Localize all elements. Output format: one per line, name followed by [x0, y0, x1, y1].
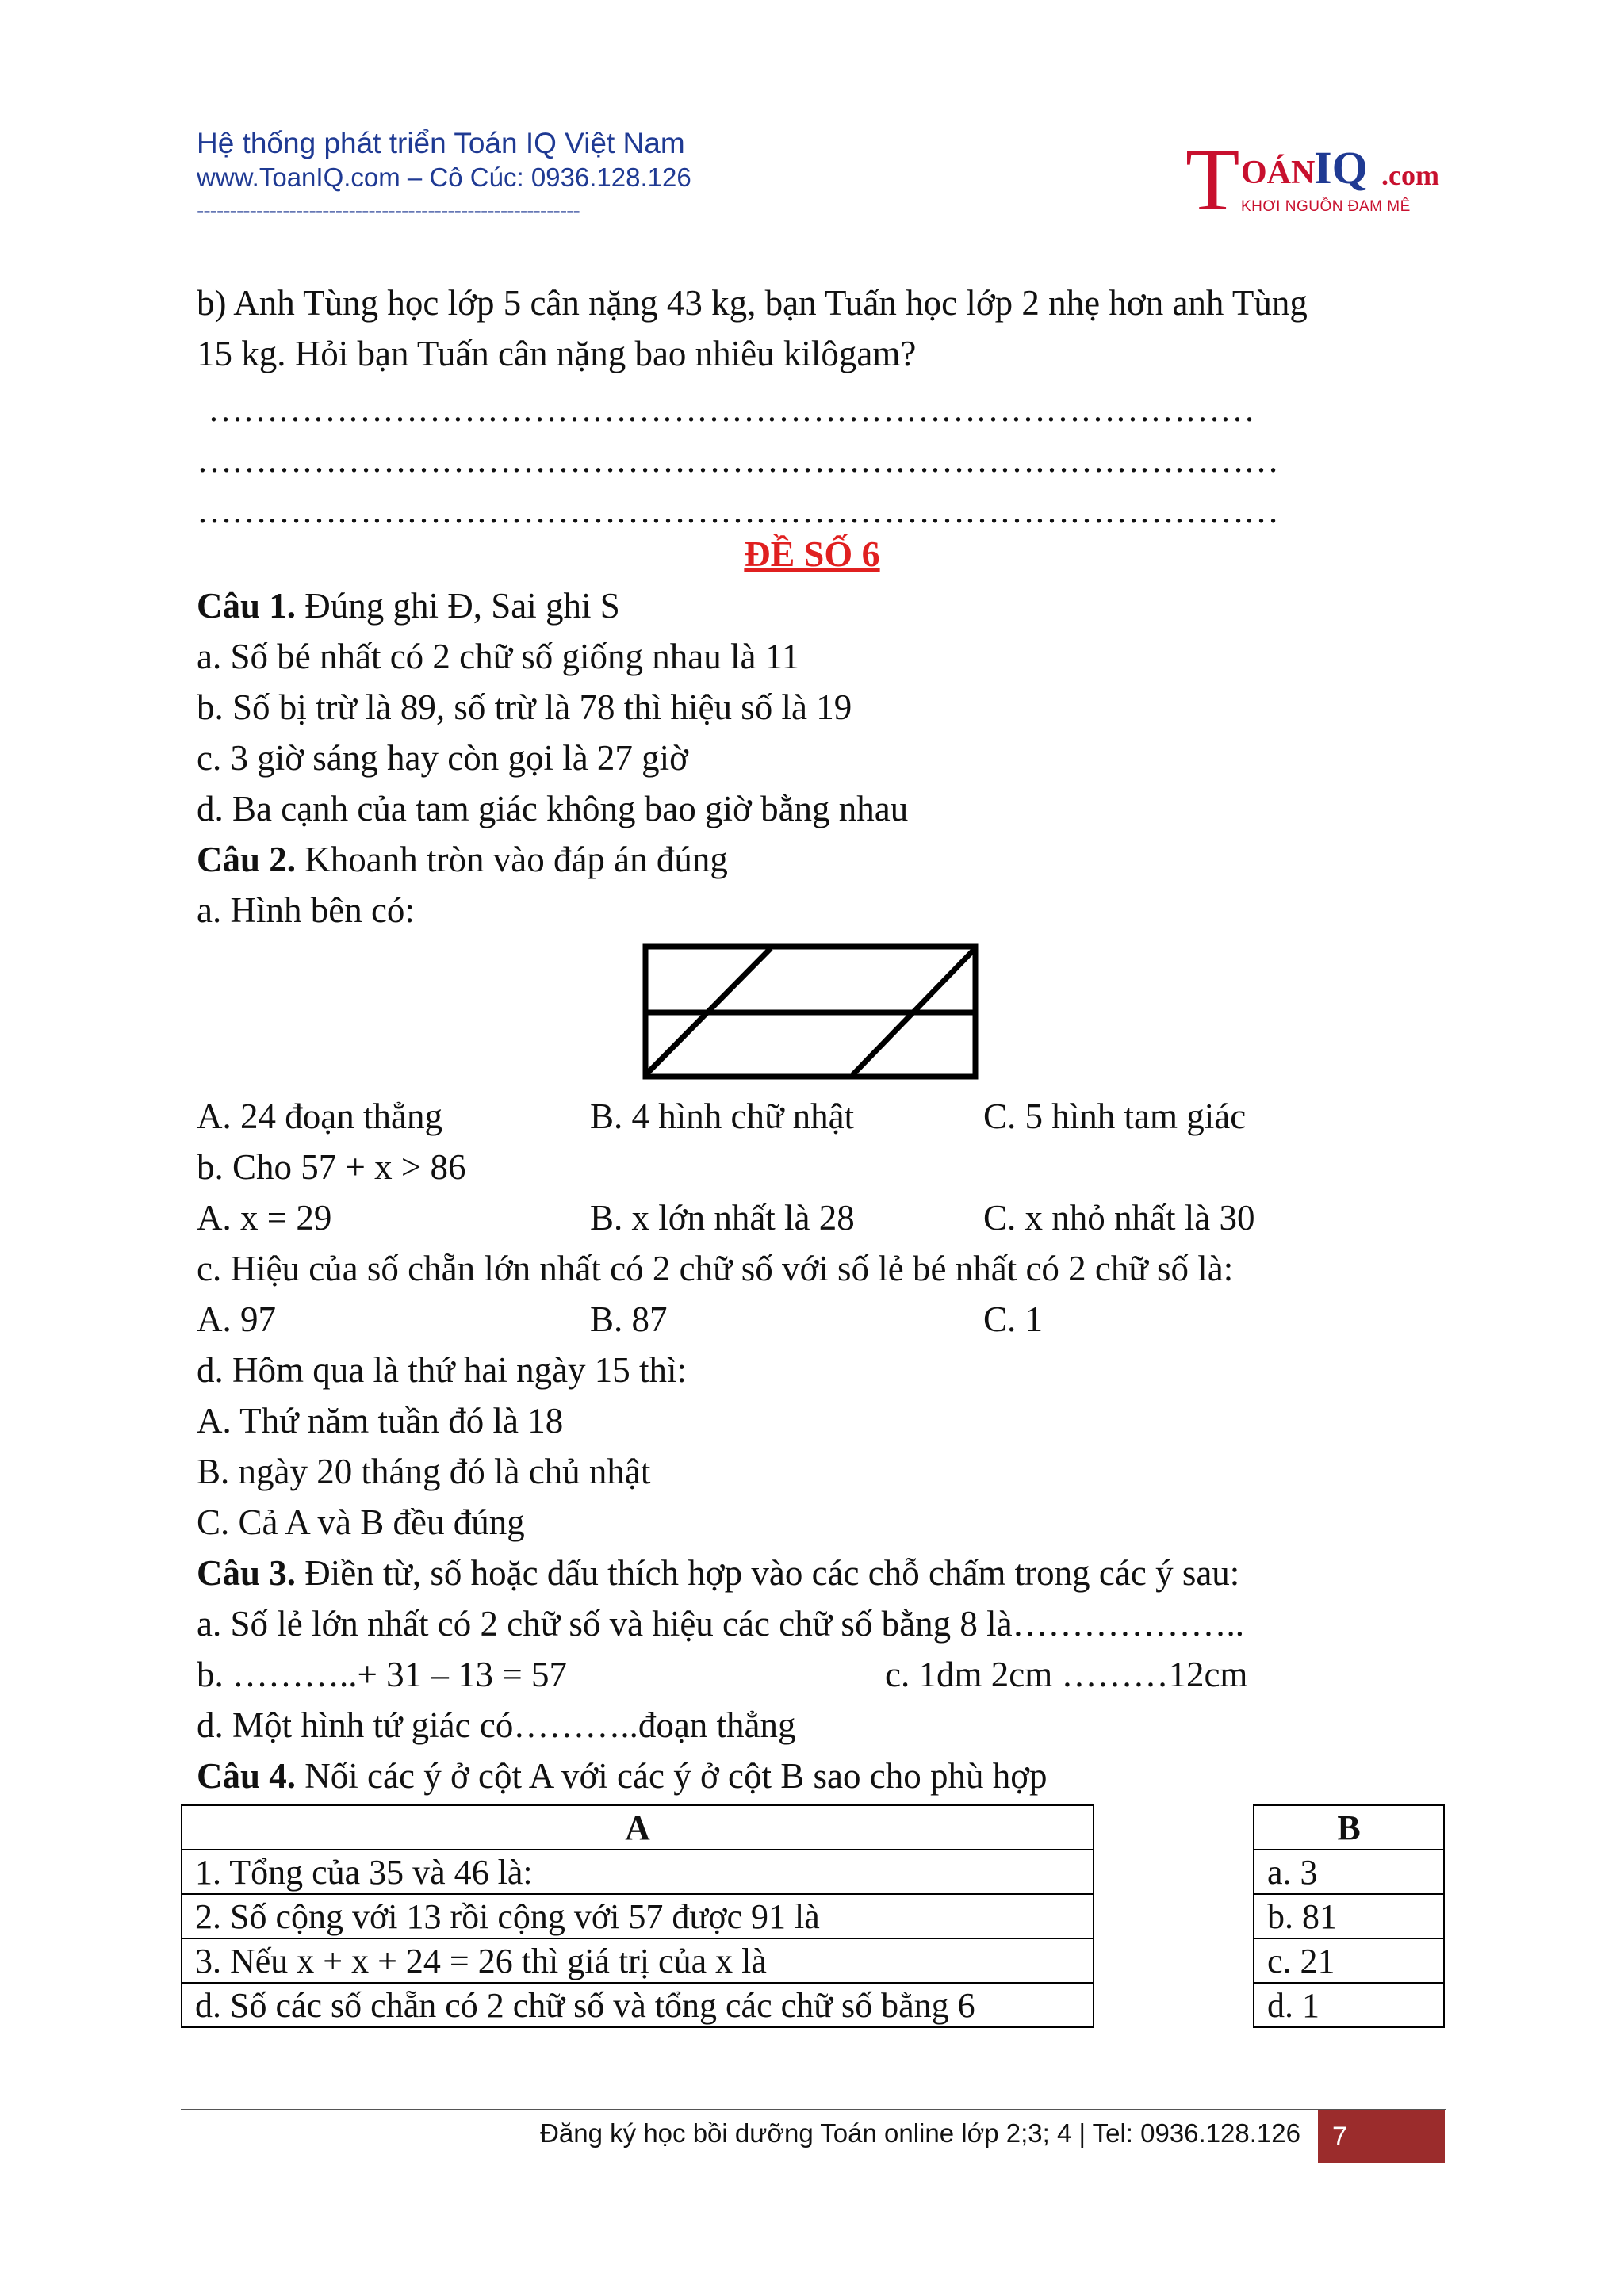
- cau1-item-b: b. Số bị trừ là 89, số trừ là 78 thì hiệu số là 19: [197, 687, 852, 727]
- cau2-prompt: Khoanh tròn vào đáp án đúng: [296, 840, 728, 879]
- table-row: [182, 1894, 1094, 1938]
- problem-b-line1: b) Anh Tùng học lớp 5 cân nặng 43 kg, bạn Tuấn học lớp 2 nhẹ hơn anh Tùng: [197, 283, 1308, 323]
- cau1-prompt: Đúng ghi Đ, Sai ghi S: [296, 586, 620, 626]
- column-a-header: A: [182, 1805, 1094, 1850]
- cau3-a: a. Số lẻ lớn nhất có 2 chữ số và hiệu các chữ số bằng 8 là………………..: [197, 1604, 1245, 1644]
- column-b-header-row: [1254, 1805, 1444, 1850]
- answer-line-1: ………………………………………………………………………………: [208, 389, 1254, 429]
- cau2-a-prompt: a. Hình bên có:: [197, 890, 415, 930]
- cau2-b-prompt: b. Cho 57 + x > 86: [197, 1147, 466, 1187]
- footer-divider: [181, 2109, 1446, 2110]
- cau2-a-option-b: B. 4 hình chữ nhật: [590, 1096, 855, 1136]
- footer-text: Đăng ký học bồi dưỡng Toán online lớp 2;3; 4 | Tel: 0936.128.126: [540, 2118, 1300, 2148]
- cau3-label: Câu 3.: [197, 1553, 297, 1593]
- table-row: [182, 1938, 1094, 1983]
- cau2-c-option-c: C. 1: [983, 1299, 1044, 1339]
- column-a-cell-3: 3. Nếu x + x + 24 = 26 thì giá trị của x là: [182, 1938, 1094, 1983]
- table-row: [1254, 1894, 1444, 1938]
- answer-line-2: …………………………………………………………………………………: [197, 440, 1278, 480]
- cau4-label: Câu 4.: [197, 1756, 297, 1796]
- column-a-header-row: [182, 1805, 1094, 1850]
- cau4-heading: [197, 1755, 1048, 1797]
- logo-iq: IQ: [1314, 142, 1368, 193]
- logo-oan: OÁN: [1241, 155, 1316, 191]
- column-b-cell-2: b. 81: [1254, 1894, 1444, 1938]
- toaniq-logo: [1185, 131, 1439, 229]
- rectangle-figure: [642, 943, 979, 1082]
- cau1-item-a: a. Số bé nhất có 2 chữ số giống nhau là 11: [197, 637, 800, 676]
- header-title: Hệ thống phát triển Toán IQ Việt Nam: [197, 127, 685, 159]
- answer-line-3: …………………………………………………………………………………: [197, 491, 1278, 530]
- column-b-header: B: [1254, 1805, 1444, 1850]
- cau3-heading: [197, 1552, 1239, 1594]
- cau1-item-d: d. Ba cạnh của tam giác không bao giờ bằng nhau: [197, 789, 909, 828]
- cau2-c-prompt: c. Hiệu của số chẵn lớn nhất có 2 chữ số với số lẻ bé nhất có 2 chữ số là:: [197, 1249, 1234, 1288]
- column-b-cell-4: d. 1: [1254, 1983, 1444, 2027]
- cau2-d-prompt: d. Hôm qua là thứ hai ngày 15 thì:: [197, 1350, 688, 1390]
- table-row: [182, 1850, 1094, 1894]
- cau3-c: c. 1dm 2cm ………12cm: [885, 1655, 1248, 1694]
- table-row: [182, 1983, 1094, 2027]
- column-b-table: [1253, 1804, 1445, 2028]
- logo-letter-t: T: [1185, 131, 1240, 229]
- cau2-b-option-a: A. x = 29: [197, 1198, 332, 1238]
- cau2-d-option-a: A. Thứ năm tuần đó là 18: [197, 1401, 564, 1441]
- header-separator: ----------------------------------------------------------: [197, 198, 580, 223]
- column-b-cell-3: c. 21: [1254, 1938, 1444, 1983]
- page-number: 7: [1318, 2110, 1445, 2163]
- cau2-b-option-c: C. x nhỏ nhất là 30: [983, 1198, 1255, 1238]
- header-contact: www.ToanIQ.com – Cô Cúc: 0936.128.126: [197, 163, 691, 192]
- table-row: [1254, 1850, 1444, 1894]
- cau2-b-option-b: B. x lớn nhất là 28: [590, 1198, 855, 1238]
- cau1-heading: [197, 585, 620, 626]
- cau1-label: Câu 1.: [197, 586, 297, 626]
- cau2-c-option-b: B. 87: [590, 1299, 668, 1339]
- cau2-d-option-c: C. Cả A và B đều đúng: [197, 1502, 525, 1542]
- column-b-cell-1: a. 3: [1254, 1850, 1444, 1894]
- column-a-cell-2: 2. Số cộng với 13 rồi cộng với 57 được 91 là: [182, 1894, 1094, 1938]
- cau2-a-option-a: A. 24 đoạn thẳng: [197, 1096, 442, 1136]
- problem-b-line2: 15 kg. Hỏi bạn Tuấn cân nặng bao nhiêu kilôgam?: [197, 334, 917, 373]
- cau2-d-option-b: B. ngày 20 tháng đó là chủ nhật: [197, 1452, 651, 1491]
- cau2-heading: [197, 839, 728, 880]
- table-row: [1254, 1983, 1444, 2027]
- cau3-prompt: Điền từ, số hoặc dấu thích hợp vào các chỗ chấm trong các ý sau:: [296, 1553, 1240, 1593]
- logo-com: .com: [1381, 159, 1439, 191]
- logo-tagline: KHƠI NGUỒN ĐAM MÊ: [1241, 198, 1411, 215]
- column-a-table: [181, 1804, 1094, 2028]
- column-a-cell-4: d. Số các số chẵn có 2 chữ số và tổng các chữ số bằng 6: [182, 1983, 1094, 2027]
- cau2-c-option-a: A. 97: [197, 1299, 276, 1339]
- cau2-a-option-c: C. 5 hình tam giác: [983, 1096, 1247, 1136]
- table-row: [1254, 1938, 1444, 1983]
- cau4-prompt: Nối các ý ở cột A với các ý ở cột B sao cho phù hợp: [296, 1756, 1048, 1796]
- cau1-item-c: c. 3 giờ sáng hay còn gọi là 27 giờ: [197, 738, 688, 778]
- cau3-d: d. Một hình tứ giác có………..đoạn thẳng: [197, 1705, 796, 1745]
- cau2-label: Câu 2.: [197, 840, 297, 879]
- exam-title: ĐỀ SỐ 6: [744, 534, 880, 574]
- column-a-cell-1: 1. Tổng của 35 và 46 là:: [182, 1850, 1094, 1894]
- cau3-b: b. ………..+ 31 – 13 = 57: [197, 1655, 568, 1694]
